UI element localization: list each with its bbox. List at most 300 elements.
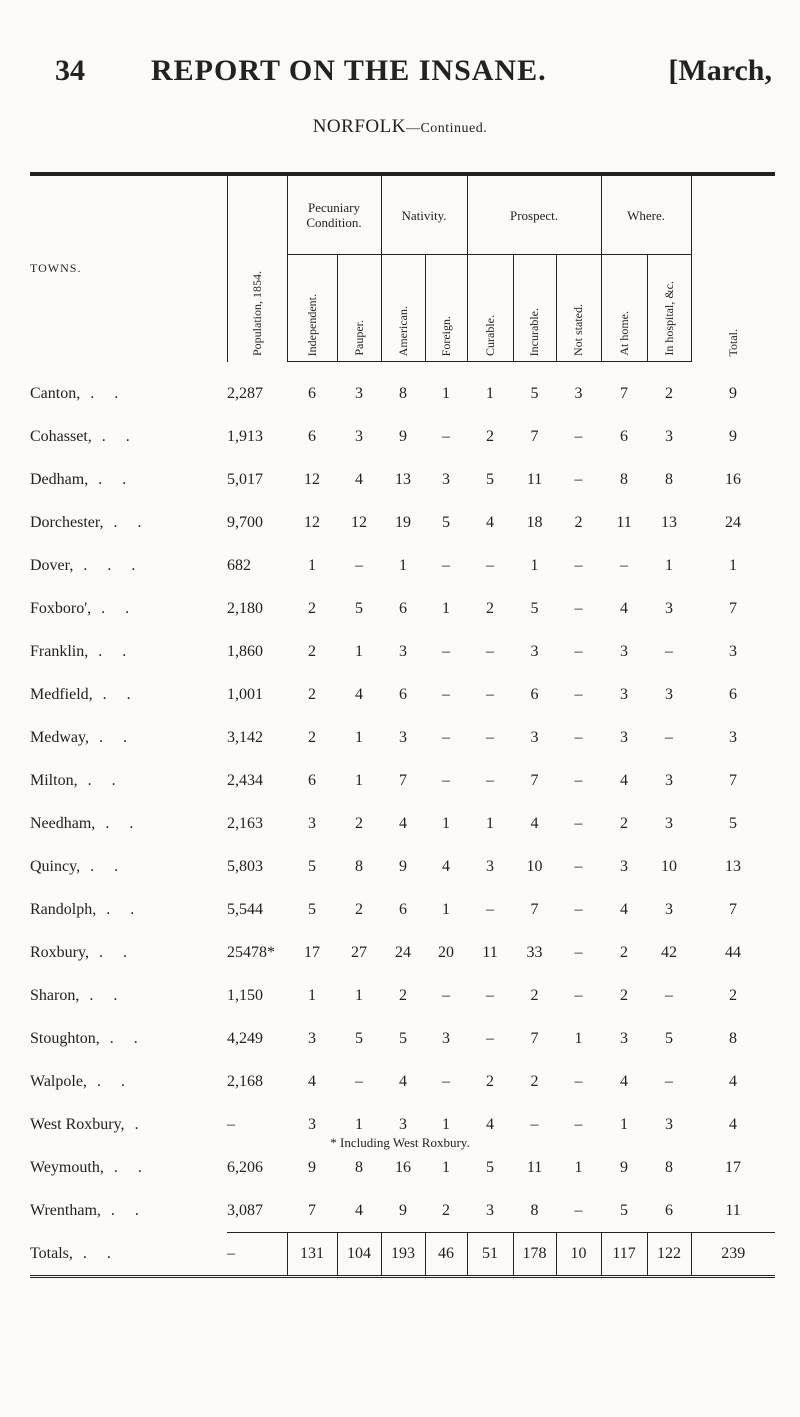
town-name: Foxboro', . . xyxy=(30,599,138,617)
cell-incurable: 1 xyxy=(530,556,539,574)
cell-total: 9 xyxy=(729,427,738,445)
cell-not-stated: – xyxy=(574,771,583,789)
cell-foreign: 1 xyxy=(442,900,450,918)
cell-american: 7 xyxy=(399,771,407,789)
leader-dots: . . xyxy=(105,814,142,832)
cell-curable: – xyxy=(486,642,495,660)
leader-dots: . . xyxy=(106,900,143,918)
cell-independent: 3 xyxy=(308,1029,316,1047)
leader-dots: . . xyxy=(90,384,127,402)
cell-foreign: 3 xyxy=(442,470,450,488)
cell-incurable: 11 xyxy=(526,470,543,488)
cell-not-stated: – xyxy=(574,857,583,875)
leader-dots: . . xyxy=(102,685,139,703)
cell-curable: 4 xyxy=(486,513,495,531)
table-row xyxy=(30,716,775,759)
cell-in-hospital-c: 3 xyxy=(665,1115,674,1133)
cell-not-stated: – xyxy=(574,685,583,703)
cell-population-1854: 5,544 xyxy=(227,900,263,918)
cell-not-stated: – xyxy=(574,986,583,1004)
leader-dots: . . xyxy=(89,986,126,1004)
cell-at-home: 3 xyxy=(620,857,629,875)
cell-foreign: – xyxy=(442,1072,450,1090)
cell-total: 2 xyxy=(729,986,738,1004)
cell-foreign: 46 xyxy=(425,1233,467,1277)
cell-foreign: 4 xyxy=(442,857,450,875)
leader-dots: . . xyxy=(82,1244,119,1262)
cell-curable: – xyxy=(486,556,495,574)
cell-foreign: 2 xyxy=(442,1201,450,1219)
cell-independent: 2 xyxy=(308,685,316,703)
cell-pauper: 8 xyxy=(355,1158,363,1176)
column-header-american: American. xyxy=(381,255,425,362)
table-row xyxy=(30,802,775,845)
town-name: Walpole, . . xyxy=(30,1072,133,1090)
cell-at-home: 2 xyxy=(620,814,629,832)
cell-american: 16 xyxy=(395,1158,411,1176)
cell-pauper: 1 xyxy=(355,728,363,746)
cell-pauper: 2 xyxy=(355,814,363,832)
column-header-foreign: Foreign. xyxy=(425,255,467,362)
cell-not-stated: 3 xyxy=(574,384,583,402)
column-header-incurable: Incurable. xyxy=(513,255,556,362)
cell-population-1854: 1,001 xyxy=(227,685,263,703)
cell-independent: 6 xyxy=(308,384,316,402)
cell-total: 11 xyxy=(725,1201,741,1219)
cell-american: 9 xyxy=(399,857,407,875)
cell-not-stated: – xyxy=(574,599,583,617)
cell-total: 24 xyxy=(725,513,742,531)
cell-curable: – xyxy=(486,771,495,789)
cell-american: 6 xyxy=(399,900,407,918)
cell-not-stated: – xyxy=(574,470,583,488)
cell-pauper: 4 xyxy=(355,470,363,488)
cell-not-stated: – xyxy=(574,1115,583,1133)
cell-population-1854: 1,913 xyxy=(227,427,263,445)
bottom-rule xyxy=(30,1277,775,1283)
cell-total: 1 xyxy=(729,556,738,574)
totals-label: Totals, . . xyxy=(30,1244,119,1262)
cell-curable: – xyxy=(486,728,495,746)
table-row xyxy=(30,673,775,716)
cell-in-hospital-c: 13 xyxy=(661,513,678,531)
cell-curable: 11 xyxy=(482,943,498,961)
cell-total: 7 xyxy=(729,599,738,617)
leader-dots: . . xyxy=(98,642,135,660)
leader-dots: . . xyxy=(98,943,135,961)
cell-pauper: 5 xyxy=(355,599,363,617)
cell-independent: 7 xyxy=(308,1201,316,1219)
cell-independent: 6 xyxy=(308,427,316,445)
cell-population-1854: 2,163 xyxy=(227,814,263,832)
cell-incurable: 33 xyxy=(526,943,543,961)
leader-dots: . . xyxy=(98,470,135,488)
cell-population-1854: 3,087 xyxy=(227,1201,263,1219)
cell-population-1854: 2,434 xyxy=(227,771,263,789)
cell-population-1854: 2,180 xyxy=(227,599,263,617)
cell-at-home: 8 xyxy=(620,470,629,488)
cell-curable: 3 xyxy=(486,1201,495,1219)
cell-american: 1 xyxy=(399,556,407,574)
cell-curable: – xyxy=(486,685,495,703)
cell-foreign: 20 xyxy=(438,943,454,961)
leader-dots: . . xyxy=(109,1029,146,1047)
cell-american: 6 xyxy=(399,685,407,703)
cell-not-stated: 1 xyxy=(574,1029,583,1047)
group-header-prospect: Prospect. xyxy=(467,174,601,255)
leader-dots: . . xyxy=(101,599,138,617)
town-name: Franklin, . . xyxy=(30,642,135,660)
cell-at-home: 11 xyxy=(616,513,632,531)
cell-incurable: 5 xyxy=(530,599,539,617)
cell-pauper: 1 xyxy=(355,1115,363,1133)
cell-incurable: 7 xyxy=(530,900,539,918)
leader-dots: . . xyxy=(110,1201,147,1219)
cell-incurable: 178 xyxy=(513,1233,556,1277)
cell-in-hospital-c: – xyxy=(665,986,674,1004)
cell-at-home: 1 xyxy=(620,1115,629,1133)
town-name: Medway, . . xyxy=(30,728,135,746)
cell-incurable: 2 xyxy=(530,986,539,1004)
cell-population-1854: 4,249 xyxy=(227,1029,263,1047)
column-header-total: Total. xyxy=(691,174,775,362)
cell-not-stated: – xyxy=(574,427,583,445)
town-name: Wrentham, . . xyxy=(30,1201,147,1219)
cell-at-home: 9 xyxy=(620,1158,629,1176)
cell-incurable: 3 xyxy=(530,642,539,660)
cell-not-stated: 2 xyxy=(574,513,583,531)
table-row xyxy=(30,458,775,501)
cell-not-stated: – xyxy=(574,900,583,918)
cell-at-home: 4 xyxy=(620,1072,629,1090)
cell-american: 4 xyxy=(399,814,407,832)
cell-population-1854: 682 xyxy=(227,556,251,574)
table-row xyxy=(30,544,775,587)
cell-at-home: 3 xyxy=(620,642,629,660)
cell-incurable: 18 xyxy=(526,513,543,531)
running-title: REPORT ON THE INSANE. xyxy=(151,54,547,87)
table-row xyxy=(30,587,775,630)
cell-american: 2 xyxy=(399,986,407,1004)
cell-american: 6 xyxy=(399,599,407,617)
cell-population-1854: 9,700 xyxy=(227,513,263,531)
leader-dots: . . xyxy=(113,1158,150,1176)
page-number: 34 xyxy=(55,54,85,87)
cell-total: 13 xyxy=(725,857,742,875)
cell-pauper: 12 xyxy=(351,513,367,531)
leader-dots: . xyxy=(134,1115,147,1133)
cell-in-hospital-c: – xyxy=(665,1072,674,1090)
cell-independent: 2 xyxy=(308,642,316,660)
leader-dots: . . xyxy=(98,728,135,746)
town-name: Needham, . . xyxy=(30,814,142,832)
cell-total: 7 xyxy=(729,771,738,789)
table-row xyxy=(30,759,775,802)
cell-independent: 3 xyxy=(308,814,316,832)
cell-independent: 131 xyxy=(287,1233,337,1277)
cell-independent: 6 xyxy=(308,771,316,789)
cell-not-stated: – xyxy=(574,943,583,961)
cell-independent: 2 xyxy=(308,728,316,746)
footnote: * Including West Roxbury. xyxy=(330,1135,470,1150)
cell-total: 17 xyxy=(725,1158,742,1176)
cell-curable: 1 xyxy=(486,814,495,832)
cell-pauper: 104 xyxy=(337,1233,381,1277)
cell-at-home: 4 xyxy=(620,599,629,617)
group-header-where: Where. xyxy=(601,174,691,255)
cell-curable: – xyxy=(486,900,495,918)
cell-at-home: 117 xyxy=(601,1233,647,1277)
cell-population-1854: 5,017 xyxy=(227,470,263,488)
column-header-pauper: Pauper. xyxy=(337,255,381,362)
cell-not-stated: – xyxy=(574,1072,583,1090)
cell-american: 9 xyxy=(399,1201,407,1219)
cell-pauper: 3 xyxy=(355,427,363,445)
column-header-population: Population, 1854. xyxy=(227,174,287,362)
cell-not-stated: – xyxy=(574,556,583,574)
cell-american: 193 xyxy=(381,1233,425,1277)
cell-total: 7 xyxy=(729,900,738,918)
cell-incurable: 2 xyxy=(530,1072,539,1090)
cell-in-hospital-c: 3 xyxy=(665,771,674,789)
group-header-nativity: Nativity. xyxy=(381,174,467,255)
leader-dots: . . xyxy=(101,427,138,445)
cell-independent: 5 xyxy=(308,900,316,918)
cell-total: 8 xyxy=(729,1029,738,1047)
cell-total: 4 xyxy=(729,1115,738,1133)
table-row xyxy=(30,1060,775,1103)
table-row xyxy=(30,845,775,888)
cell-foreign: – xyxy=(442,685,450,703)
cell-independent: 1 xyxy=(308,556,316,574)
cell-at-home: 4 xyxy=(620,771,629,789)
cell-population-1854: 5,803 xyxy=(227,857,263,875)
cell-curable: 2 xyxy=(486,599,495,617)
cell-at-home: 3 xyxy=(620,1029,629,1047)
cell-incurable: 8 xyxy=(530,1201,539,1219)
column-header-independent: Independent. xyxy=(287,255,337,362)
cell-independent: 1 xyxy=(308,986,316,1004)
totals-row xyxy=(30,1233,775,1277)
cell-at-home: 6 xyxy=(620,427,629,445)
cell-at-home: 2 xyxy=(620,943,629,961)
cell-at-home: 3 xyxy=(620,728,629,746)
cell-population-1854: – xyxy=(227,1233,287,1277)
cell-foreign: – xyxy=(442,556,450,574)
table-row xyxy=(30,372,775,415)
cell-american: 4 xyxy=(399,1072,407,1090)
cell-pauper: – xyxy=(355,1072,363,1090)
column-header-at-home: At home. xyxy=(601,255,647,362)
town-name: West Roxbury, . xyxy=(30,1115,147,1133)
column-header-in-hospital: In hospital, &c. xyxy=(647,255,691,362)
cell-total: 9 xyxy=(729,384,738,402)
cell-american: 3 xyxy=(399,728,407,746)
town-name: Stoughton, . . xyxy=(30,1029,146,1047)
leader-dots: . . xyxy=(113,513,150,531)
cell-population-1854: 3,142 xyxy=(227,728,263,746)
cell-at-home: 2 xyxy=(620,986,629,1004)
cell-american: 5 xyxy=(399,1029,407,1047)
town-name: Canton, . . xyxy=(30,384,127,402)
cell-in-hospital-c: 3 xyxy=(665,900,674,918)
cell-total: 3 xyxy=(729,728,738,746)
column-header-curable: Curable. xyxy=(467,255,513,362)
cell-foreign: – xyxy=(442,728,450,746)
cell-foreign: 3 xyxy=(442,1029,450,1047)
table-row xyxy=(30,630,775,673)
cell-foreign: – xyxy=(442,771,450,789)
leader-dots: . . . xyxy=(83,556,144,574)
town-name: Weymouth, . . xyxy=(30,1158,150,1176)
cell-at-home: – xyxy=(620,556,629,574)
section-title-main: NORFOLK xyxy=(312,116,406,137)
cell-in-hospital-c: 8 xyxy=(665,470,674,488)
cell-curable: 4 xyxy=(486,1115,495,1133)
cell-not-stated: – xyxy=(574,728,583,746)
cell-foreign: 1 xyxy=(442,1158,450,1176)
cell-at-home: 5 xyxy=(620,1201,629,1219)
towns-column-header: TOWNS. xyxy=(30,261,82,276)
table-row xyxy=(30,1189,775,1233)
table-row xyxy=(30,415,775,458)
cell-incurable: 6 xyxy=(530,685,539,703)
leader-dots: . . xyxy=(90,857,127,875)
cell-pauper: 27 xyxy=(351,943,367,961)
cell-population-1854: 1,150 xyxy=(227,986,263,1004)
town-name: Sharon, . . xyxy=(30,986,126,1004)
cell-total: 6 xyxy=(729,685,738,703)
cell-population-1854: 1,860 xyxy=(227,642,263,660)
cell-pauper: 3 xyxy=(355,384,363,402)
cell-in-hospital-c: 2 xyxy=(665,384,674,402)
cell-total: 4 xyxy=(729,1072,738,1090)
table-row xyxy=(30,501,775,544)
town-name: Dedham, . . xyxy=(30,470,135,488)
cell-not-stated: – xyxy=(574,1201,583,1219)
cell-foreign: 1 xyxy=(442,599,450,617)
cell-independent: 3 xyxy=(308,1115,316,1133)
table-row xyxy=(30,931,775,974)
cell-independent: 12 xyxy=(304,513,320,531)
town-name: Randolph, . . xyxy=(30,900,143,918)
cell-incurable: 7 xyxy=(530,771,539,789)
cell-in-hospital-c: 3 xyxy=(665,685,674,703)
cell-population-1854: 2,287 xyxy=(227,384,263,402)
cell-curable: 2 xyxy=(486,1072,495,1090)
cell-foreign: – xyxy=(442,427,450,445)
cell-pauper: 8 xyxy=(355,857,363,875)
cell-total: 44 xyxy=(725,943,742,961)
cell-curable: 2 xyxy=(486,427,495,445)
cell-american: 13 xyxy=(395,470,411,488)
town-name: Dover, . . . xyxy=(30,556,144,574)
cell-american: 9 xyxy=(399,427,407,445)
cell-american: 3 xyxy=(399,642,407,660)
leader-dots: . . xyxy=(96,1072,133,1090)
section-title xyxy=(0,116,800,138)
cell-at-home: 3 xyxy=(620,685,629,703)
cell-curable: 51 xyxy=(467,1233,513,1277)
cell-independent: 12 xyxy=(304,470,320,488)
town-name: Medfield, . . xyxy=(30,685,139,703)
section-title-suffix: —Continued. xyxy=(405,121,488,136)
cell-curable: – xyxy=(486,1029,495,1047)
cell-american: 8 xyxy=(399,384,407,402)
statistics-table xyxy=(30,172,775,1282)
cell-total: 16 xyxy=(725,470,742,488)
cell-in-hospital-c: 6 xyxy=(665,1201,674,1219)
cell-american: 3 xyxy=(399,1115,407,1133)
cell-at-home: 7 xyxy=(620,384,629,402)
cell-in-hospital-c: 1 xyxy=(665,556,674,574)
cell-curable: – xyxy=(486,986,495,1004)
cell-not-stated: – xyxy=(574,814,583,832)
cell-population-1854: 25478* xyxy=(227,943,275,961)
cell-foreign: 1 xyxy=(442,1115,450,1133)
town-name: Cohasset, . . xyxy=(30,427,138,445)
cell-independent: 4 xyxy=(308,1072,316,1090)
cell-foreign: 5 xyxy=(442,513,450,531)
page-header xyxy=(55,54,772,114)
cell-incurable: 7 xyxy=(530,427,539,445)
cell-total: 239 xyxy=(691,1233,775,1277)
cell-foreign: – xyxy=(442,642,450,660)
column-header-not-stated: Not stated. xyxy=(556,255,601,362)
cell-foreign: – xyxy=(442,986,450,1004)
cell-total: 5 xyxy=(729,814,738,832)
town-name: Roxbury, . . xyxy=(30,943,135,961)
group-header-pecuniary: Pecuniary Condition. xyxy=(287,174,381,255)
cell-in-hospital-c: 3 xyxy=(665,427,674,445)
cell-in-hospital-c: 42 xyxy=(661,943,678,961)
cell-population-1854: 2,168 xyxy=(227,1072,263,1090)
cell-incurable: 11 xyxy=(526,1158,543,1176)
cell-curable: 5 xyxy=(486,470,495,488)
town-name: Milton, . . xyxy=(30,771,124,789)
cell-in-hospital-c: – xyxy=(665,642,674,660)
cell-pauper: 4 xyxy=(355,1201,363,1219)
table-row xyxy=(30,888,775,931)
cell-independent: 9 xyxy=(308,1158,316,1176)
cell-in-hospital-c: – xyxy=(665,728,674,746)
cell-in-hospital-c: 3 xyxy=(665,814,674,832)
table-row xyxy=(30,974,775,1017)
cell-not-stated: 10 xyxy=(556,1233,601,1277)
cell-foreign: 1 xyxy=(442,814,450,832)
cell-incurable: 10 xyxy=(526,857,543,875)
cell-pauper: – xyxy=(355,556,363,574)
cell-curable: 5 xyxy=(486,1158,495,1176)
header-date: [March, xyxy=(668,54,772,87)
cell-american: 19 xyxy=(395,513,411,531)
cell-population-1854: – xyxy=(227,1115,235,1133)
cell-pauper: 5 xyxy=(355,1029,363,1047)
cell-in-hospital-c: 5 xyxy=(665,1029,674,1047)
cell-in-hospital-c: 8 xyxy=(665,1158,674,1176)
cell-not-stated: 1 xyxy=(574,1158,583,1176)
cell-population-1854: 6,206 xyxy=(227,1158,263,1176)
cell-independent: 17 xyxy=(304,943,320,961)
cell-total: 3 xyxy=(729,642,738,660)
cell-curable: 1 xyxy=(486,384,495,402)
cell-pauper: 1 xyxy=(355,642,363,660)
cell-pauper: 1 xyxy=(355,771,363,789)
town-name: Dorchester, . . xyxy=(30,513,150,531)
cell-in-hospital-c: 3 xyxy=(665,599,674,617)
table-row xyxy=(30,1146,775,1189)
cell-in-hospital-c: 122 xyxy=(647,1233,691,1277)
